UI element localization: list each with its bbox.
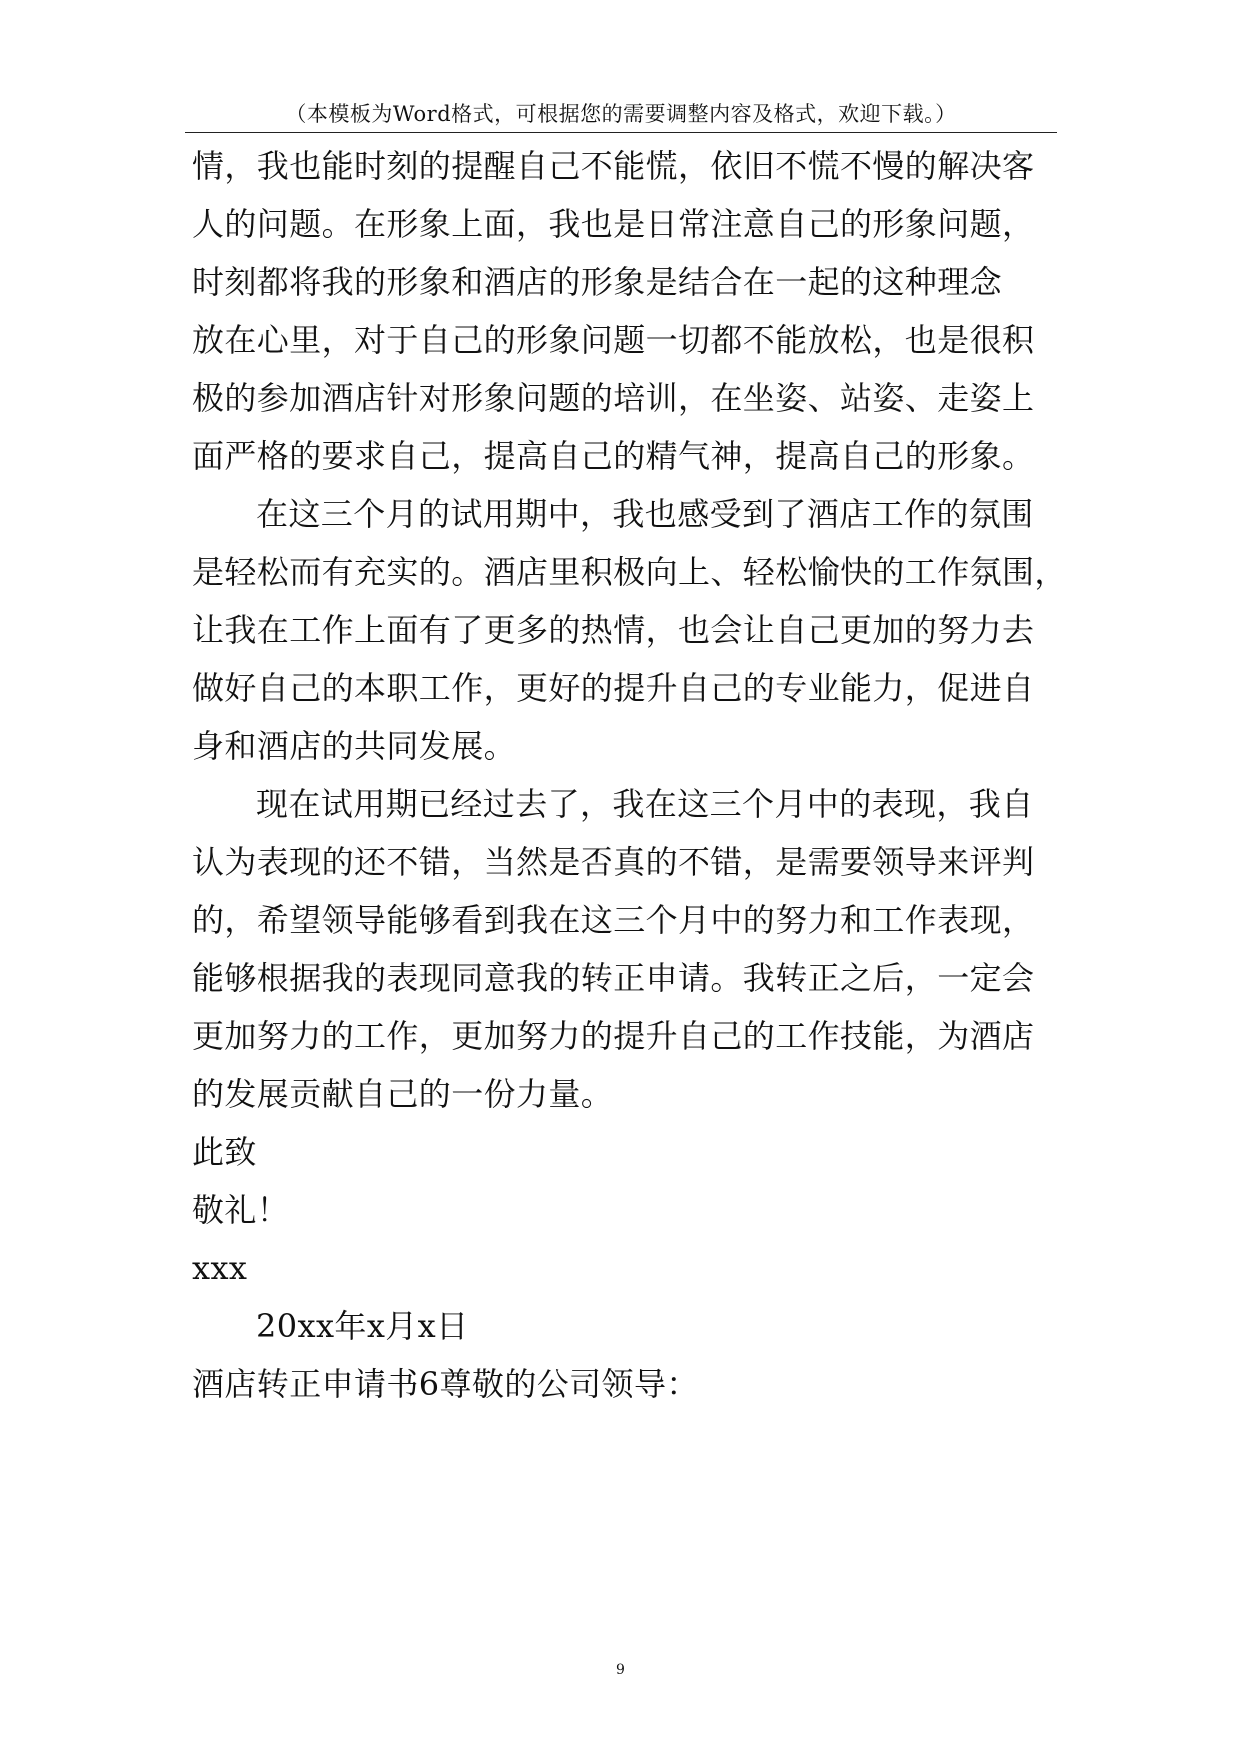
header-divider bbox=[185, 132, 1057, 133]
signature-name: xxx bbox=[192, 1249, 248, 1287]
paragraph-start-line: 在这三个月的试用期中，我也感受到了酒店工作的氛围 bbox=[256, 495, 1034, 533]
body-line: 做好自己的本职工作，更好的提升自己的专业能力，促进自 bbox=[192, 669, 1035, 707]
body-line: 的，希望领导能够看到我在这三个月中的努力和工作表现， bbox=[192, 901, 1035, 939]
body-line: 情，我也能时刻的提醒自己不能慌，依旧不慌不慢的解决客 bbox=[192, 147, 1035, 185]
body-line: 能够根据我的表现同意我的转正申请。我转正之后，一定会 bbox=[192, 959, 1035, 997]
signature-date: 20xx年x月x日 bbox=[256, 1307, 469, 1345]
body-line: 是轻松而有充实的。酒店里积极向上、轻松愉快的工作氛围， bbox=[192, 553, 1067, 591]
next-document-heading: 酒店转正申请书6尊敬的公司领导： bbox=[192, 1365, 699, 1403]
closing-phrase: 此致 bbox=[192, 1133, 257, 1171]
body-line: 人的问题。在形象上面，我也是日常注意自己的形象问题， bbox=[192, 205, 1035, 243]
template-notice: （本模板为Word格式，可根据您的需要调整内容及格式，欢迎下载。） bbox=[285, 102, 957, 126]
paragraph-start-line: 现在试用期已经过去了，我在这三个月中的表现，我自 bbox=[256, 785, 1034, 823]
body-line: 更加努力的工作，更加努力的提升自己的工作技能，为酒店 bbox=[192, 1017, 1035, 1055]
body-line: 认为表现的还不错，当然是否真的不错，是需要领导来评判 bbox=[192, 843, 1035, 881]
salutation: 敬礼！ bbox=[192, 1191, 290, 1229]
body-line: 时刻都将我的形象和酒店的形象是结合在一起的这种理念 bbox=[192, 263, 1003, 301]
body-line: 面严格的要求自己，提高自己的精气神，提高自己的形象。 bbox=[192, 437, 1035, 475]
body-line: 放在心里，对于自己的形象问题一切都不能放松，也是很积 bbox=[192, 321, 1035, 359]
page-number: 9 bbox=[616, 1662, 625, 1678]
body-line: 让我在工作上面有了更多的热情，也会让自己更加的努力去 bbox=[192, 611, 1035, 649]
body-line: 极的参加酒店针对形象问题的培训，在坐姿、站姿、走姿上 bbox=[192, 379, 1035, 417]
body-line: 身和酒店的共同发展。 bbox=[192, 727, 517, 765]
body-line: 的发展贡献自己的一份力量。 bbox=[192, 1075, 614, 1113]
